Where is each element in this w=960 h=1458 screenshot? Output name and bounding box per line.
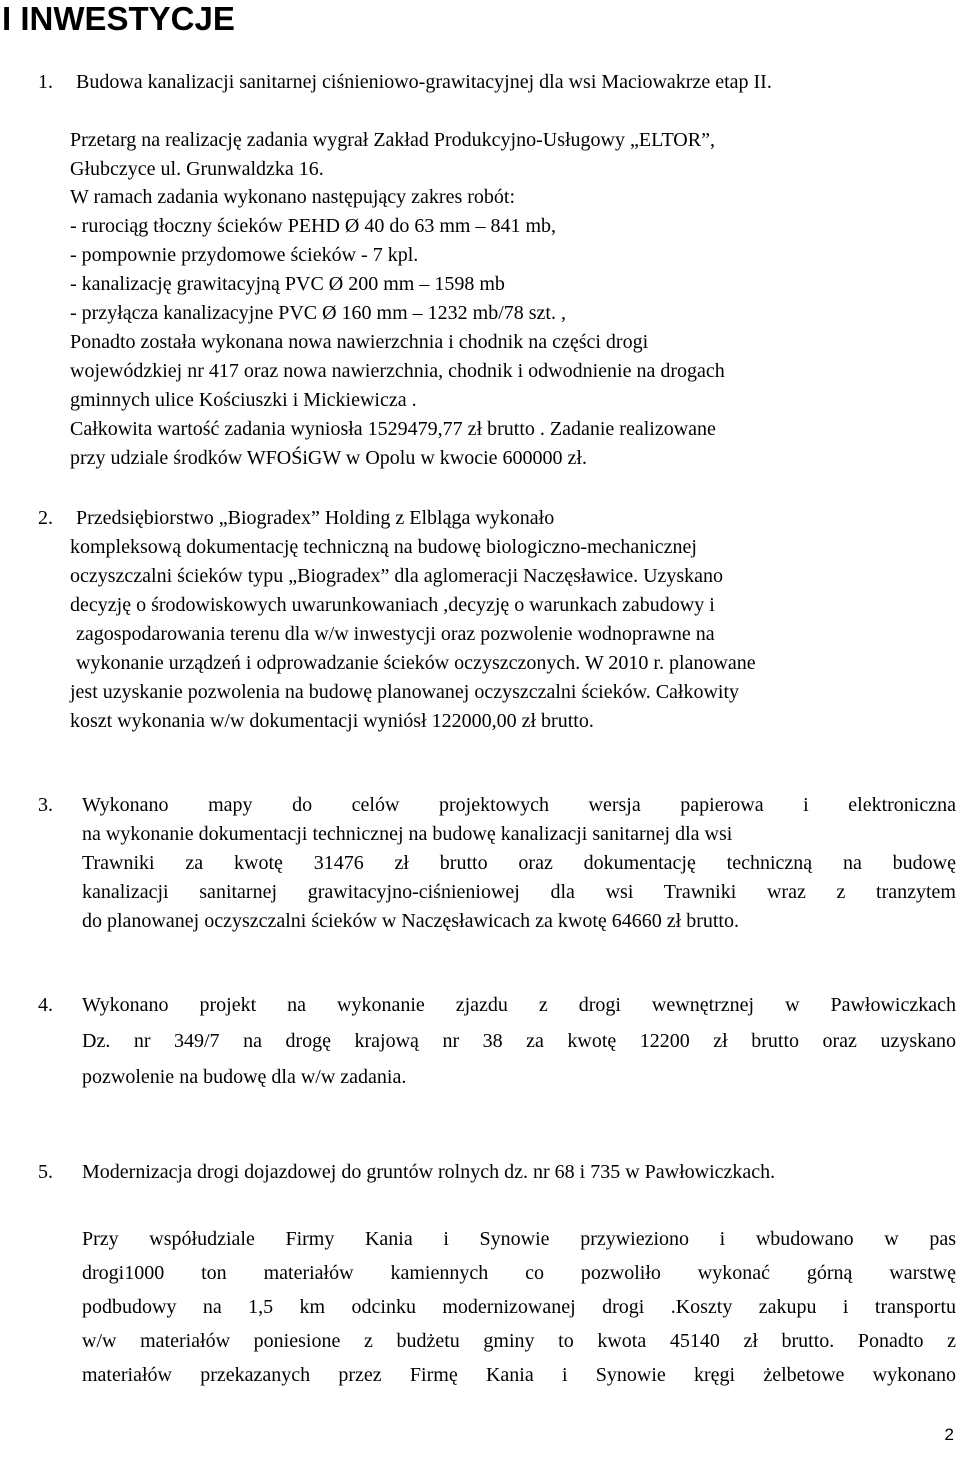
item-2-line: zagospodarowania terenu dla w/w inwestycji oraz pozwolenie wodnoprawne na: [76, 623, 715, 645]
item-2-line: decyzję o środowiskowych uwarunkowaniach ,decyzję o warunkach zabudowy i: [70, 594, 715, 616]
item-3-line: do planowanej oczyszczalni ścieków w Naczęsławicach za kwotę 64660 zł brutto.: [82, 910, 739, 932]
item-4-line: pozwolenie na budowę dla w/w zadania.: [82, 1066, 407, 1088]
page-title: I INWESTYCJE: [2, 0, 235, 37]
item-3-line: Trawniki za kwotę 31476 zł brutto oraz dokumentację techniczną na budowę: [82, 852, 956, 874]
item-1-line: wojewódzkiej nr 417 oraz nowa nawierzchnia, chodnik i odwodnienie na drogach: [70, 360, 725, 382]
item-5-line: podbudowy na 1,5 km odcinku modernizowanej drogi .Koszty zakupu i transportu: [82, 1296, 956, 1318]
page-number: 2: [944, 1425, 954, 1444]
item-4-line: Dz. nr 349/7 na drogę krajową nr 38 za kwotę 12200 zł brutto oraz uzyskano: [82, 1030, 956, 1052]
item-5-line: materiałów przekazanych przez Firmę Kania i Synowie kręgi żelbetowe wykonano: [82, 1364, 956, 1386]
item-3-number: 3.: [38, 794, 53, 816]
item-2-line: oczyszczalni ścieków typu „Biogradex” dla aglomeracji Naczęsławice. Uzyskano: [70, 565, 724, 587]
item-3-line: na wykonanie dokumentacji technicznej na budowę kanalizacji sanitarnej dla wsi: [82, 823, 733, 845]
item-3-line: Wykonano mapy do celów projektowych wersja papierowa i elektroniczna: [82, 794, 956, 816]
item-1-line: Całkowita wartość zadania wyniosła 1529479,77 zł brutto . Zadanie realizowane: [70, 418, 716, 440]
item-1-line: przy udziale środków WFOŚiGW w Opolu w kwocie 600000 zł.: [70, 447, 587, 469]
item-1-line: - pompownie przydomowe ścieków - 7 kpl.: [70, 244, 419, 266]
item-1-line: Głubczyce ul. Grunwaldzka 16.: [70, 158, 324, 180]
item-1-line: Budowa kanalizacji sanitarnej ciśnieniowo-grawitacyjnej dla wsi Maciowakrze etap II.: [76, 71, 772, 93]
item-4-line: Wykonano projekt na wykonanie zjazdu z drogi wewnętrznej w Pawłowiczkach: [82, 994, 956, 1016]
item-1-line: gminnych ulice Kościuszki i Mickiewicza .: [70, 389, 417, 411]
item-2-line: wykonanie urządzeń i odprowadzanie ścieków oczyszczonych. W 2010 r. planowane: [76, 652, 756, 674]
item-1-line: - rurociąg tłoczny ścieków PEHD Ø 40 do 63 mm – 841 mb,: [70, 215, 557, 237]
item-1-line: Ponadto została wykonana nowa nawierzchnia i chodnik na części drogi: [70, 331, 649, 353]
item-2-number: 2.: [38, 507, 53, 529]
item-1-line: - kanalizację grawitacyjną PVC Ø 200 mm – 1598 mb: [70, 273, 505, 295]
item-5-line: drogi1000 ton materiałów kamiennych co pozwoliło wykonać górną warstwę: [82, 1262, 956, 1284]
item-1-number: 1.: [38, 71, 53, 93]
item-2-line: koszt wykonania w/w dokumentacji wyniósł 122000,00 zł brutto.: [70, 710, 594, 732]
item-5-line: Modernizacja drogi dojazdowej do gruntów rolnych dz. nr 68 i 735 w Pawłowiczkach.: [82, 1161, 776, 1183]
item-1-line: - przyłącza kanalizacyjne PVC Ø 160 mm – 1232 mb/78 szt. ,: [70, 302, 566, 324]
item-2-line: Przedsiębiorstwo „Biogradex” Holding z Elbląga wykonało: [76, 507, 555, 529]
item-1-line: W ramach zadania wykonano następujący zakres robót:: [70, 186, 515, 208]
item-3-line: kanalizacji sanitarnej grawitacyjno-ciśnieniowej dla wsi Trawniki wraz z tranzytem: [82, 881, 956, 903]
item-2-line: jest uzyskanie pozwolenia na budowę planowanej oczyszczalni ścieków. Całkowity: [70, 681, 740, 703]
item-2-line: kompleksową dokumentację techniczną na budowę biologiczno-mechanicznej: [70, 536, 697, 558]
item-4-number: 4.: [38, 994, 53, 1016]
item-5-line: Przy współudziale Firmy Kania i Synowie przywieziono i wbudowano w pas: [82, 1228, 956, 1250]
item-1-line: Przetarg na realizację zadania wygrał Zakład Produkcyjno-Usługowy „ELTOR”,: [70, 129, 715, 151]
item-5-line: w/w materiałów poniesione z budżetu gminy to kwota 45140 zł brutto. Ponadto z: [82, 1330, 956, 1352]
item-5-number: 5.: [38, 1161, 53, 1183]
